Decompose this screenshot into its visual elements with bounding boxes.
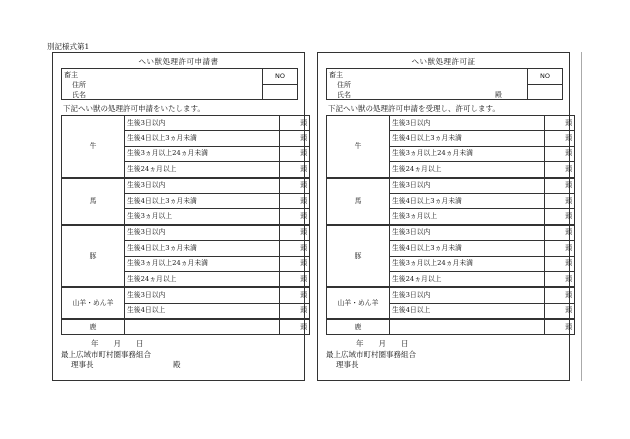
animal-name: 鹿: [62, 319, 125, 335]
age-category: [390, 319, 545, 335]
table-row: [62, 319, 310, 335]
age-category: 生後3ヵ月以上24ヵ月未満: [390, 146, 545, 161]
table-row: [327, 178, 575, 194]
head-count-unit[interactable]: 頭: [280, 225, 310, 241]
head-count-unit[interactable]: 頭: [280, 209, 310, 225]
head-count-unit[interactable]: 頭: [545, 287, 575, 303]
head-count-unit[interactable]: 頭: [280, 193, 310, 208]
animal-name: 牛: [327, 116, 390, 178]
age-category: 生後4日以上: [125, 303, 280, 319]
animal-name: 山羊・めん羊: [327, 287, 390, 319]
age-category: 生後24ヵ月以上: [125, 271, 280, 287]
head-count-unit[interactable]: 頭: [280, 146, 310, 161]
panel-title: へい獣処理許可証: [411, 57, 476, 66]
head-count-unit[interactable]: 頭: [545, 256, 575, 271]
page-edge-line: [581, 52, 582, 381]
age-category: 生後4日以上3ヵ月未満: [390, 131, 545, 146]
head-count-unit[interactable]: 頭: [280, 131, 310, 146]
age-category: 生後4日以上: [390, 303, 545, 319]
age-category: 生後24ヵ月以上: [125, 162, 280, 178]
head-count-unit[interactable]: 頭: [545, 146, 575, 161]
animal-name: 馬: [327, 178, 390, 225]
application-form-panel: [52, 52, 305, 381]
table-row: [62, 178, 310, 194]
age-category: 生後3ヵ月以上: [125, 209, 280, 225]
table-row: [62, 116, 310, 131]
head-count-unit[interactable]: 頭: [545, 209, 575, 225]
address-label: 住所: [337, 81, 351, 89]
head-count-unit[interactable]: 頭: [545, 319, 575, 335]
table-row: [327, 319, 575, 335]
carcass-table: [326, 115, 575, 335]
head-count-unit[interactable]: 頭: [545, 162, 575, 178]
animal-name: 牛: [62, 116, 125, 178]
animal-name: 鹿: [327, 319, 390, 335]
animal-name: 豚: [62, 225, 125, 288]
table-row: [62, 225, 310, 241]
age-category: 生後3日以内: [390, 287, 545, 303]
number-field[interactable]: [262, 85, 297, 99]
footer-organization: 最上広域市町村圏事務組合: [61, 350, 151, 359]
addressee-honorific: 殿: [495, 91, 502, 99]
head-count-unit[interactable]: 頭: [280, 271, 310, 287]
footer-honorific: 殿: [173, 360, 181, 369]
head-count-unit[interactable]: 頭: [545, 131, 575, 146]
age-category: 生後4日以上3ヵ月未満: [125, 131, 280, 146]
declaration-text: 下記へい獣の処理許可申請を受理し、許可します。: [328, 104, 500, 113]
age-category: 生後4日以上3ヵ月未満: [125, 241, 280, 256]
owner-label: 畜主: [329, 71, 343, 79]
head-count-unit[interactable]: 頭: [545, 116, 575, 131]
head-count-unit[interactable]: 頭: [545, 271, 575, 287]
head-count-unit[interactable]: 頭: [280, 256, 310, 271]
head-count-unit[interactable]: 頭: [280, 287, 310, 303]
age-category: 生後3日以内: [390, 116, 545, 131]
head-count-unit[interactable]: 頭: [545, 303, 575, 319]
number-box: NO: [527, 69, 562, 85]
footer-date: 年 月 日: [356, 339, 409, 348]
head-count-unit[interactable]: 頭: [280, 162, 310, 178]
age-category: 生後3日以内: [390, 178, 545, 194]
footer-date: 年 月 日: [91, 339, 144, 348]
animal-name: 豚: [327, 225, 390, 288]
age-category: 生後4日以上3ヵ月未満: [125, 193, 280, 208]
number-box: NO: [262, 69, 297, 85]
head-count-unit[interactable]: 頭: [280, 319, 310, 335]
age-category: 生後3日以内: [125, 178, 280, 194]
head-count-unit[interactable]: 頭: [545, 225, 575, 241]
age-category: 生後24ヵ月以上: [390, 162, 545, 178]
declaration-text: 下記へい獣の処理許可申請をいたします。: [63, 104, 205, 113]
address-label: 住所: [72, 81, 86, 89]
carcass-table: [61, 115, 310, 335]
age-category: 生後3ヵ月以上24ヵ月未満: [125, 256, 280, 271]
name-label: 氏名: [337, 91, 351, 99]
animal-name: 馬: [62, 178, 125, 225]
number-field[interactable]: [527, 85, 562, 99]
head-count-unit[interactable]: 頭: [280, 116, 310, 131]
footer-title: 理事長: [336, 360, 359, 369]
name-label: 氏名: [72, 91, 86, 99]
head-count-unit[interactable]: 頭: [545, 241, 575, 256]
table-row: [327, 225, 575, 241]
age-category: 生後3ヵ月以上: [390, 209, 545, 225]
table-row: [327, 287, 575, 303]
animal-name: 山羊・めん羊: [62, 287, 125, 319]
head-count-unit[interactable]: 頭: [545, 178, 575, 194]
head-count-unit[interactable]: 頭: [280, 241, 310, 256]
age-category: 生後24ヵ月以上: [390, 271, 545, 287]
table-row: [62, 287, 310, 303]
form-label: 別記様式第1: [47, 42, 90, 51]
head-count-unit[interactable]: 頭: [545, 193, 575, 208]
age-category: 生後4日以上3ヵ月未満: [390, 193, 545, 208]
head-count-unit[interactable]: 頭: [280, 303, 310, 319]
owner-label: 畜主: [64, 71, 78, 79]
panel-title: へい獣処理許可申請書: [138, 57, 219, 66]
footer-organization: 最上広域市町村圏事務組合: [326, 350, 416, 359]
footer-title: 理事長: [71, 360, 94, 369]
owner-info-box: [326, 68, 563, 100]
age-category: 生後3日以内: [125, 116, 280, 131]
head-count-unit[interactable]: 頭: [280, 178, 310, 194]
permit-panel: [317, 52, 570, 381]
age-category: 生後3日以内: [390, 225, 545, 241]
age-category: [125, 319, 280, 335]
age-category: 生後3ヵ月以上24ヵ月未満: [125, 146, 280, 161]
owner-info-box: [61, 68, 298, 100]
age-category: 生後3日以内: [125, 225, 280, 241]
age-category: 生後3日以内: [125, 287, 280, 303]
age-category: 生後3ヵ月以上24ヵ月未満: [390, 256, 545, 271]
table-row: [327, 116, 575, 131]
age-category: 生後4日以上3ヵ月未満: [390, 241, 545, 256]
